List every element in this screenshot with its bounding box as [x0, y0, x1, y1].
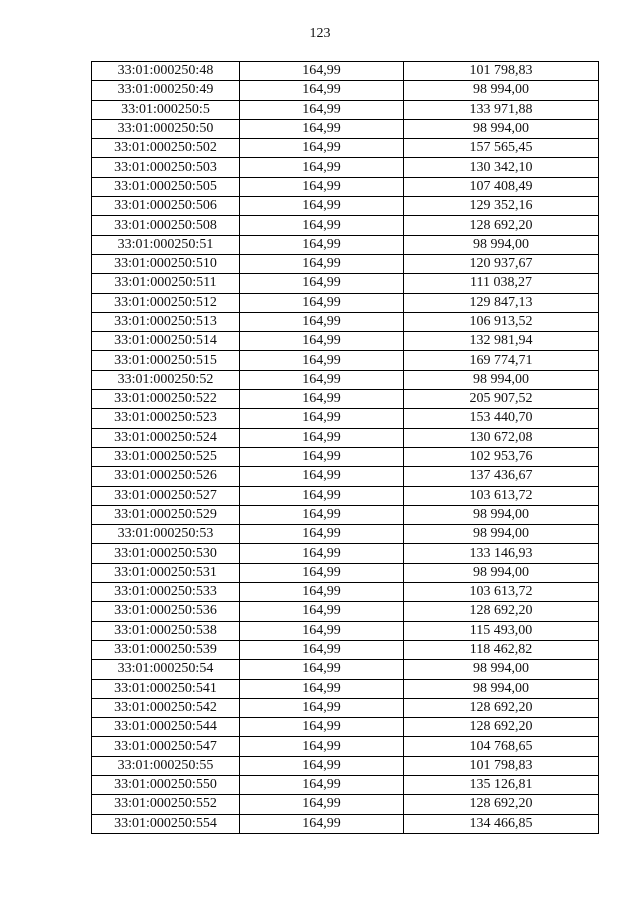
specific-value-cell: 164,99	[240, 679, 404, 698]
cadastral-value-cell: 98 994,00	[404, 660, 599, 679]
cadastral-number-cell: 33:01:000250:49	[92, 81, 240, 100]
cadastral-value-cell: 130 672,08	[404, 428, 599, 447]
table-row	[92, 293, 599, 312]
specific-value-cell: 164,99	[240, 274, 404, 293]
specific-value-cell: 164,99	[240, 660, 404, 679]
table-row	[92, 467, 599, 486]
cadastral-value-cell: 128 692,20	[404, 698, 599, 717]
cadastral-number-cell: 33:01:000250:554	[92, 814, 240, 833]
cadastral-value-cell: 98 994,00	[404, 119, 599, 138]
table-row	[92, 274, 599, 293]
cadastral-number-cell: 33:01:000250:539	[92, 640, 240, 659]
table-row	[92, 795, 599, 814]
cadastral-value-cell: 98 994,00	[404, 235, 599, 254]
specific-value-cell: 164,99	[240, 139, 404, 158]
table-row	[92, 602, 599, 621]
cadastral-number-cell: 33:01:000250:5	[92, 100, 240, 119]
cadastral-value-cell: 98 994,00	[404, 370, 599, 389]
table-row	[92, 583, 599, 602]
specific-value-cell: 164,99	[240, 698, 404, 717]
cadastral-number-cell: 33:01:000250:48	[92, 62, 240, 81]
cadastral-value-cell: 128 692,20	[404, 718, 599, 737]
table-row	[92, 351, 599, 370]
cadastral-number-cell: 33:01:000250:512	[92, 293, 240, 312]
table-body	[92, 62, 599, 834]
cadastral-number-cell: 33:01:000250:522	[92, 390, 240, 409]
cadastral-number-cell: 33:01:000250:523	[92, 409, 240, 428]
cadastral-value-cell: 111 038,27	[404, 274, 599, 293]
specific-value-cell: 164,99	[240, 235, 404, 254]
cadastral-value-cell: 103 613,72	[404, 583, 599, 602]
cadastral-value-cell: 103 613,72	[404, 486, 599, 505]
cadastral-number-cell: 33:01:000250:552	[92, 795, 240, 814]
specific-value-cell: 164,99	[240, 775, 404, 794]
specific-value-cell: 164,99	[240, 814, 404, 833]
page-number: 123	[309, 26, 331, 41]
table-row	[92, 158, 599, 177]
specific-value-cell: 164,99	[240, 158, 404, 177]
table-row	[92, 81, 599, 100]
cadastral-number-cell: 33:01:000250:526	[92, 467, 240, 486]
cadastral-value-cell: 130 342,10	[404, 158, 599, 177]
table-row	[92, 119, 599, 138]
table-row	[92, 525, 599, 544]
cadastral-number-cell: 33:01:000250:510	[92, 254, 240, 273]
table-row	[92, 197, 599, 216]
specific-value-cell: 164,99	[240, 409, 404, 428]
table-row	[92, 235, 599, 254]
cadastral-value-cell: 101 798,83	[404, 756, 599, 775]
cadastral-value-cell: 135 126,81	[404, 775, 599, 794]
table-row	[92, 775, 599, 794]
table-row	[92, 737, 599, 756]
table-row	[92, 332, 599, 351]
cadastral-number-cell: 33:01:000250:505	[92, 177, 240, 196]
specific-value-cell: 164,99	[240, 81, 404, 100]
cadastral-value-cell: 129 352,16	[404, 197, 599, 216]
table-row	[92, 312, 599, 331]
table-row	[92, 100, 599, 119]
table-row	[92, 640, 599, 659]
cadastral-value-cell: 132 981,94	[404, 332, 599, 351]
specific-value-cell: 164,99	[240, 62, 404, 81]
cadastral-number-cell: 33:01:000250:527	[92, 486, 240, 505]
table-row	[92, 390, 599, 409]
cadastral-value-cell: 137 436,67	[404, 467, 599, 486]
cadastral-value-cell: 98 994,00	[404, 525, 599, 544]
specific-value-cell: 164,99	[240, 756, 404, 775]
table-row	[92, 139, 599, 158]
cadastral-value-cell: 107 408,49	[404, 177, 599, 196]
cadastral-number-cell: 33:01:000250:524	[92, 428, 240, 447]
cadastral-value-cell: 98 994,00	[404, 81, 599, 100]
cadastral-number-cell: 33:01:000250:513	[92, 312, 240, 331]
table-row	[92, 621, 599, 640]
cadastral-value-cell: 101 798,83	[404, 62, 599, 81]
cadastral-value-cell: 115 493,00	[404, 621, 599, 640]
cadastral-value-cell: 98 994,00	[404, 505, 599, 524]
cadastral-value-cell: 157 565,45	[404, 139, 599, 158]
specific-value-cell: 164,99	[240, 621, 404, 640]
cadastral-number-cell: 33:01:000250:508	[92, 216, 240, 235]
cadastral-value-cell: 104 768,65	[404, 737, 599, 756]
cadastral-value-cell: 106 913,52	[404, 312, 599, 331]
specific-value-cell: 164,99	[240, 544, 404, 563]
cadastral-value-cell: 98 994,00	[404, 563, 599, 582]
cadastral-value-cell: 133 971,88	[404, 100, 599, 119]
table-row	[92, 544, 599, 563]
table-row	[92, 660, 599, 679]
table-row	[92, 447, 599, 466]
cadastral-value-table	[91, 61, 599, 834]
table-row	[92, 62, 599, 81]
table-row	[92, 698, 599, 717]
table-row	[92, 254, 599, 273]
cadastral-value-cell: 129 847,13	[404, 293, 599, 312]
specific-value-cell: 164,99	[240, 718, 404, 737]
specific-value-cell: 164,99	[240, 351, 404, 370]
cadastral-number-cell: 33:01:000250:514	[92, 332, 240, 351]
cadastral-number-cell: 33:01:000250:542	[92, 698, 240, 717]
cadastral-number-cell: 33:01:000250:52	[92, 370, 240, 389]
specific-value-cell: 164,99	[240, 428, 404, 447]
cadastral-number-cell: 33:01:000250:50	[92, 119, 240, 138]
specific-value-cell: 164,99	[240, 370, 404, 389]
cadastral-number-cell: 33:01:000250:503	[92, 158, 240, 177]
cadastral-value-cell: 133 146,93	[404, 544, 599, 563]
cadastral-number-cell: 33:01:000250:536	[92, 602, 240, 621]
cadastral-number-cell: 33:01:000250:54	[92, 660, 240, 679]
specific-value-cell: 164,99	[240, 640, 404, 659]
cadastral-number-cell: 33:01:000250:506	[92, 197, 240, 216]
cadastral-value-cell: 118 462,82	[404, 640, 599, 659]
cadastral-value-cell: 153 440,70	[404, 409, 599, 428]
cadastral-number-cell: 33:01:000250:530	[92, 544, 240, 563]
specific-value-cell: 164,99	[240, 312, 404, 331]
specific-value-cell: 164,99	[240, 447, 404, 466]
table-row	[92, 409, 599, 428]
cadastral-number-cell: 33:01:000250:538	[92, 621, 240, 640]
specific-value-cell: 164,99	[240, 486, 404, 505]
cadastral-number-cell: 33:01:000250:531	[92, 563, 240, 582]
cadastral-value-cell: 169 774,71	[404, 351, 599, 370]
cadastral-number-cell: 33:01:000250:547	[92, 737, 240, 756]
specific-value-cell: 164,99	[240, 332, 404, 351]
cadastral-number-cell: 33:01:000250:529	[92, 505, 240, 524]
table-row	[92, 177, 599, 196]
cadastral-value-cell: 128 692,20	[404, 795, 599, 814]
specific-value-cell: 164,99	[240, 390, 404, 409]
specific-value-cell: 164,99	[240, 254, 404, 273]
cadastral-value-cell: 205 907,52	[404, 390, 599, 409]
specific-value-cell: 164,99	[240, 602, 404, 621]
table-row	[92, 756, 599, 775]
specific-value-cell: 164,99	[240, 119, 404, 138]
cadastral-value-cell: 128 692,20	[404, 216, 599, 235]
table-row	[92, 370, 599, 389]
table-row	[92, 428, 599, 447]
specific-value-cell: 164,99	[240, 737, 404, 756]
table-row	[92, 505, 599, 524]
specific-value-cell: 164,99	[240, 100, 404, 119]
cadastral-number-cell: 33:01:000250:53	[92, 525, 240, 544]
cadastral-value-cell: 128 692,20	[404, 602, 599, 621]
table-row	[92, 679, 599, 698]
cadastral-number-cell: 33:01:000250:544	[92, 718, 240, 737]
specific-value-cell: 164,99	[240, 583, 404, 602]
specific-value-cell: 164,99	[240, 197, 404, 216]
cadastral-value-cell: 120 937,67	[404, 254, 599, 273]
cadastral-number-cell: 33:01:000250:533	[92, 583, 240, 602]
cadastral-number-cell: 33:01:000250:515	[92, 351, 240, 370]
cadastral-number-cell: 33:01:000250:55	[92, 756, 240, 775]
table-row	[92, 486, 599, 505]
table-row	[92, 563, 599, 582]
specific-value-cell: 164,99	[240, 563, 404, 582]
cadastral-value-cell: 102 953,76	[404, 447, 599, 466]
specific-value-cell: 164,99	[240, 293, 404, 312]
cadastral-number-cell: 33:01:000250:525	[92, 447, 240, 466]
specific-value-cell: 164,99	[240, 177, 404, 196]
cadastral-number-cell: 33:01:000250:541	[92, 679, 240, 698]
cadastral-value-cell: 98 994,00	[404, 679, 599, 698]
specific-value-cell: 164,99	[240, 795, 404, 814]
cadastral-number-cell: 33:01:000250:511	[92, 274, 240, 293]
cadastral-value-cell: 134 466,85	[404, 814, 599, 833]
table-row	[92, 814, 599, 833]
cadastral-number-cell: 33:01:000250:502	[92, 139, 240, 158]
specific-value-cell: 164,99	[240, 216, 404, 235]
cadastral-number-cell: 33:01:000250:550	[92, 775, 240, 794]
specific-value-cell: 164,99	[240, 467, 404, 486]
specific-value-cell: 164,99	[240, 505, 404, 524]
cadastral-number-cell: 33:01:000250:51	[92, 235, 240, 254]
specific-value-cell: 164,99	[240, 525, 404, 544]
table-row	[92, 216, 599, 235]
table-row	[92, 718, 599, 737]
